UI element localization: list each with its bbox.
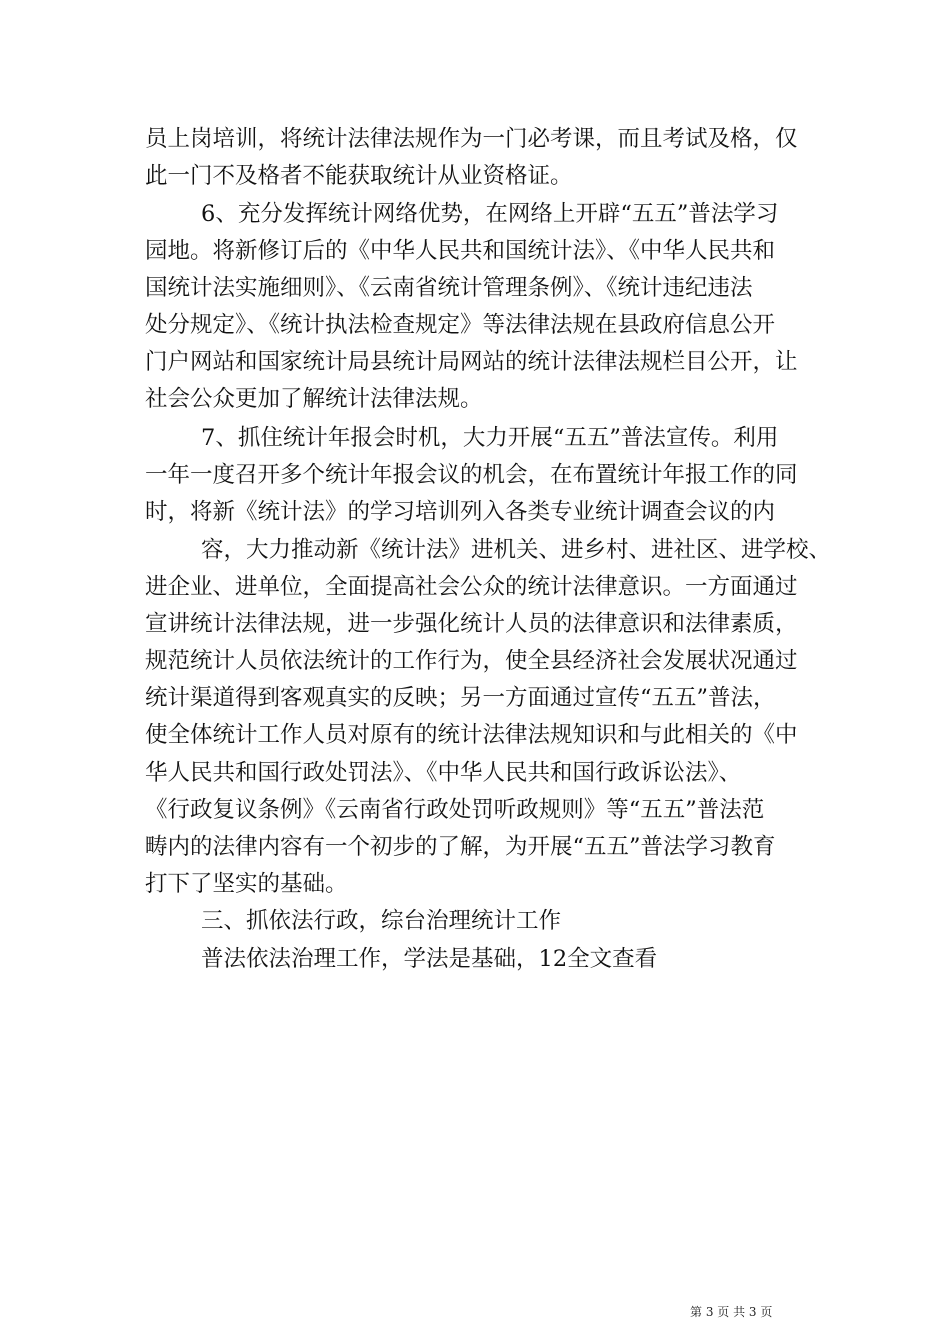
- section-heading: 三、抓依法行政，综台治理统计工作: [201, 908, 562, 934]
- text-line: 社会公众更加了解统计法律法规。: [145, 386, 483, 412]
- text-line: 园地。将新修订后的《中华人民共和国统计法》、《中华人民共和: [145, 238, 776, 264]
- page-number-footer: 第 3 页 共 3 页: [690, 1305, 773, 1319]
- text-line: 一年一度召开多个统计年报会议的机会，在布置统计年报工作的同: [145, 462, 798, 488]
- text-line: 畴内的法律内容有一个初步的了解，为开展“五五”普法学习教育: [145, 834, 776, 860]
- text-line: 员上岗培训，将统计法律法规作为一门必考课，而且考试及格，仅: [145, 126, 798, 152]
- text-line: 普法依法治理工作，学法是基础，12全文查看: [201, 946, 658, 972]
- text-line: 时，将新《统计法》的学习培训列入各类专业统计调查会议的内: [145, 499, 776, 525]
- text-line: 规范统计人员依法统计的工作行为，使全县经济社会发展状况通过: [145, 648, 798, 674]
- text-line: 统计渠道得到客观真实的反映；另一方面通过宣传“五五”普法，: [145, 685, 776, 711]
- text-line: 《行政复议条例》《云南省行政处罚听政规则》等“五五”普法范: [145, 797, 765, 823]
- text-line: 容，大力推动新《统计法》进机关、进乡村、进社区、进学校、: [201, 537, 832, 563]
- text-line: 门户网站和国家统计局县统计局网站的统计法律法规栏目公开，让: [145, 349, 798, 375]
- text-line: 国统计法实施细则》、《云南省统计管理条例》、《统计违纪违法: [145, 275, 753, 301]
- text-line: 6、充分发挥统计网络优势，在网络上开辟“五五”普法学习: [201, 201, 779, 227]
- text-line: 宣讲统计法律法规，进一步强化统计人员的法律意识和法律素质，: [145, 611, 798, 637]
- text-line: 7、抓住统计年报会时机，大力开展“五五”普法宣传。利用: [201, 425, 779, 451]
- text-line: 打下了坚实的基础。: [145, 871, 348, 897]
- text-line: 此一门不及格者不能获取统计从业资格证。: [145, 163, 573, 189]
- text-line: 华人民共和国行政处罚法》、《中华人民共和国行政诉讼法》、: [145, 760, 742, 786]
- text-line: 处分规定》、《统计执法检查规定》等法律法规在县政府信息公开: [145, 312, 776, 338]
- text-line: 进企业、进单位，全面提高社会公众的统计法律意识。一方面通过: [145, 574, 798, 600]
- text-line: 使全体统计工作人员对原有的统计法律法规知识和与此相关的《中: [145, 722, 798, 748]
